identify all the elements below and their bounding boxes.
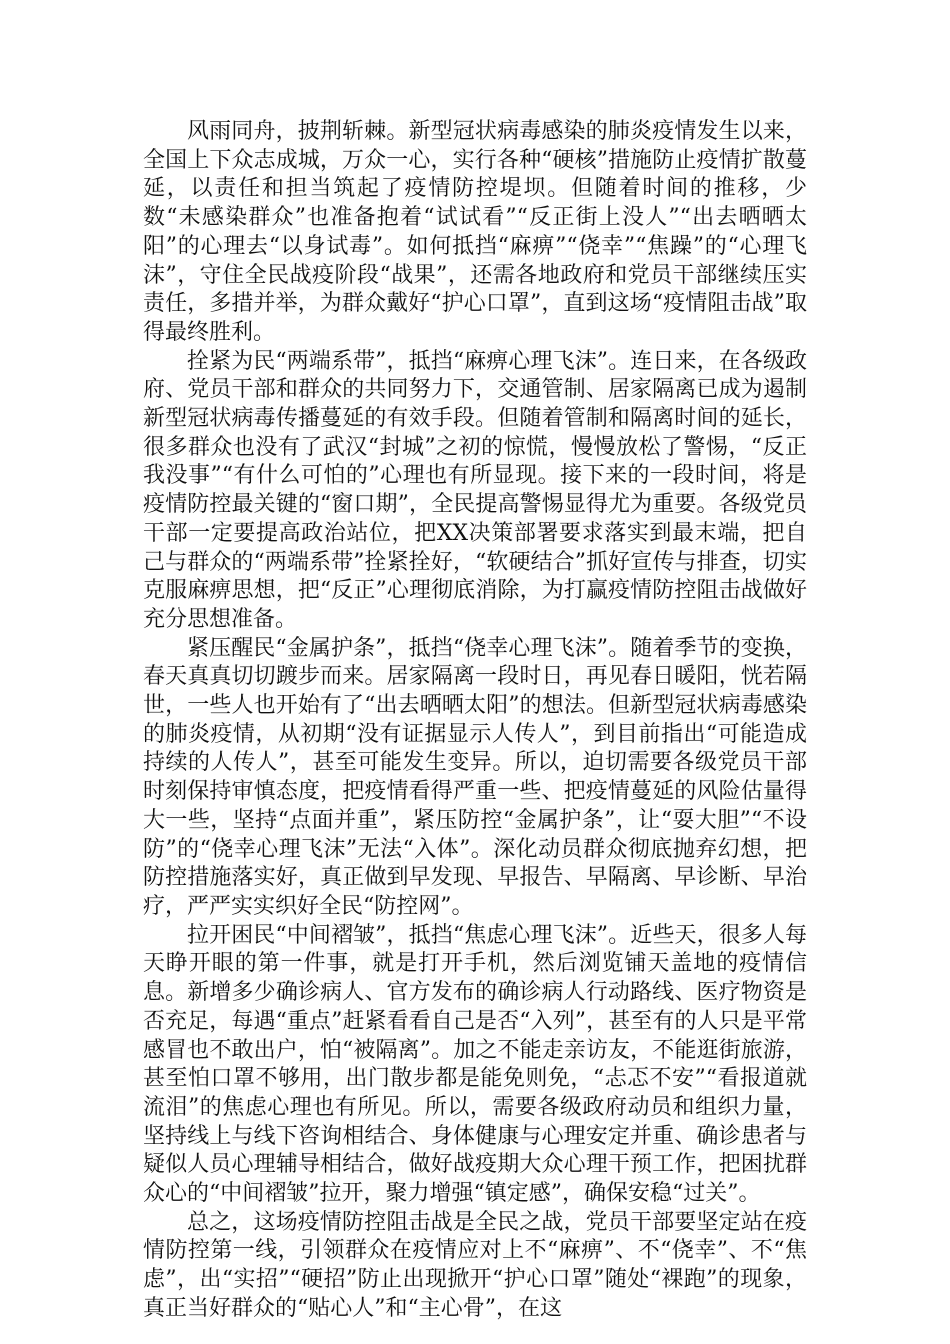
document-body bbox=[143, 118, 807, 1324]
paragraph-luck: 紧压醒民“金属护条”，抵挡“侥幸心理飞沫”。随着季节的变换，春天真真切切踱步而来。居家隔离一段时日，再见春日暖阳，恍若隔世，一些人也开始有了“出去晒晒太阳”的想法。但新型冠状病毒感染的肺炎疫情，从初期“没有证据显示人传人”，到目前指出“可能造成持续的人传人”，甚至可能发生变异。所以，迫切需要各级党员干部时刻保持审慎态度，把疫情看得严重一些、把疫情蔓延的风险估量得大一些，坚持“点面并重”，紧压防控“金属护条”，让“耍大胆”“不设防”的“侥幸心理飞沫”无法“入体”。深化动员群众彻底抛弃幻想，把防控措施落实好，真正做到早发现、早报告、早隔离、早诊断、早治疗，严严实实织好全民“防控网”。 bbox=[143, 635, 807, 919]
paragraph-anxiety: 拉开困民“中间褶皱”，抵挡“焦虑心理飞沫”。近些天，很多人每天睁开眼的第一件事，就是打开手机，然后浏览铺天盖地的疫情信息。新增多少确诊病人、官方发布的确诊病人行动路线、医疗物资是否充足，每遇“重点”赶紧看看自己是否“入列”，甚至有的人只是平常感冒也不敢出户，怕“被隔离”。加之不能走亲访友，不能逛街旅游，甚至怕口罩不够用，出门散步都是能免则免，“忐忑不安”“看报道就流泪”的焦虑心理也有所见。所以，需要各级政府动员和组织力量，坚持线上与线下咨询相结合、身体健康与心理安定并重、确诊患者与疑似人员心理辅导相结合，做好战疫期大众心理干预工作，把困扰群众心的“中间褶皱”拉开，聚力增强“镇定感”，确保安稳“过关”。 bbox=[143, 922, 807, 1207]
paragraph-conclusion: 总之，这场疫情防控阻击战是全民之战，党员干部要坚定站在疫情防控第一线，引领群众在疫情应对上不“麻痹”、不“侥幸”、不“焦虑”，出“实招”“硬招”防止出现掀开“护心口罩”随处“裸跑”的现象，真正当好群众的“贴心人”和“主心骨”，在这 bbox=[143, 1209, 807, 1321]
paragraph-numbness: 拴紧为民“两端系带”，抵挡“麻痹心理飞沫”。连日来，在各级政府、党员干部和群众的共同努力下，交通管制、居家隔离已成为遏制新型冠状病毒传播蔓延的有效手段。但随着管制和隔离时间的延长，很多群众也没有了武汉“封城”之初的惊慌，慢慢放松了警惕，“反正我没事”“有什么可怕的”心理也有所显现。接下来的一段时间，将是疫情防控最关键的“窗口期”，全民提高警惕显得尤为重要。各级党员干部一定要提高政治站位，把XX决策部署要求落实到最末端，把自己与群众的“两端系带”拴紧拴好，“软硬结合”抓好宣传与排查，切实克服麻痹思想，把“反正”心理彻底消除，为打赢疫情防控阻击战做好充分思想准备。 bbox=[143, 348, 807, 632]
paragraph-intro: 风雨同舟，披荆斩棘。新型冠状病毒感染的肺炎疫情发生以来，全国上下众志成城，万众一心，实行各种“硬核”措施防止疫情扩散蔓延，以责任和担当筑起了疫情防控堤坝。但随着时间的推移，少数“未感染群众”也准备抱着“试试看”“反正街上没人”“出去晒晒太阳”的心理去“以身试毒”。如何抵挡“麻痹”“侥幸”“焦躁”的“心理飞沫”，守住全民战疫阶段“战果”，还需各地政府和党员干部继续压实责任，多措并举，为群众戴好“护心口罩”，直到这场“疫情阻击战”取得最终胜利。 bbox=[143, 119, 807, 345]
